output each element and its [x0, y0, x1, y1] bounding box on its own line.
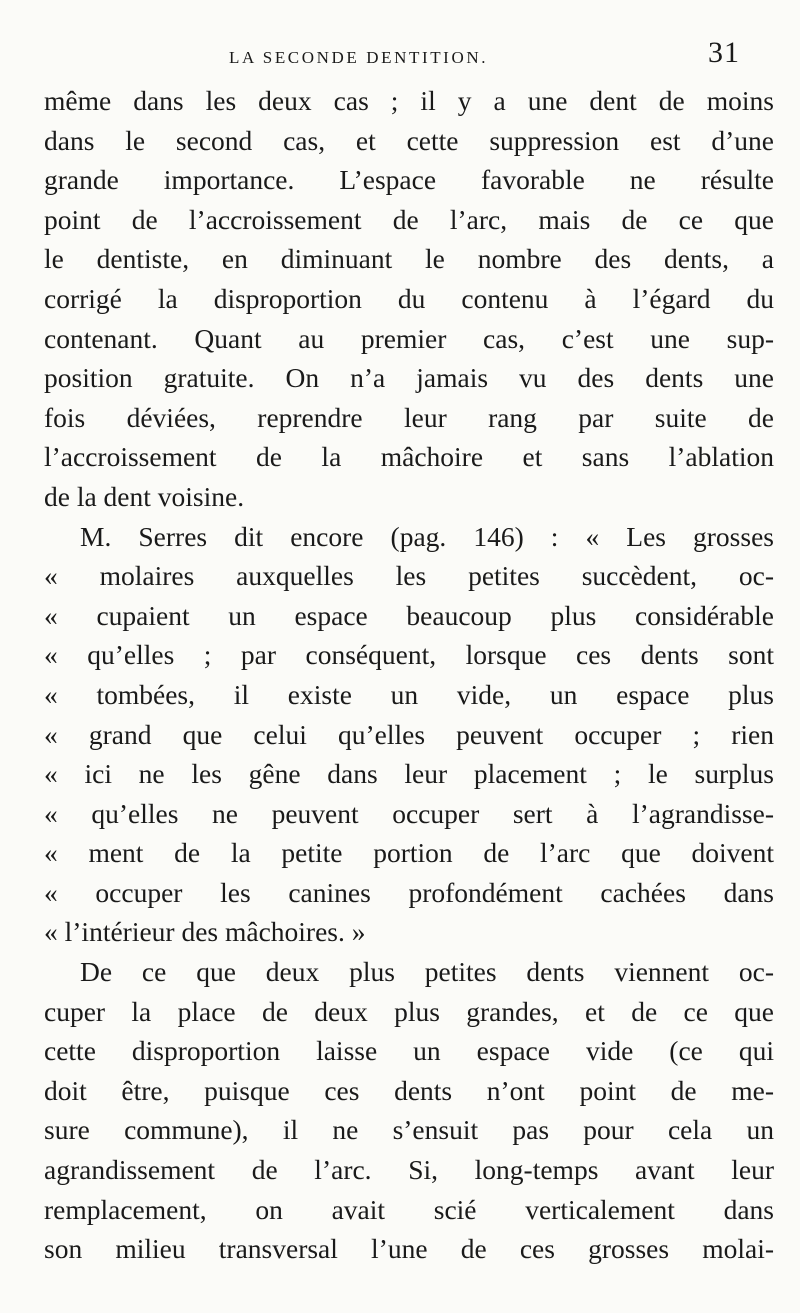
text-line: cette disproportion laisse un espace vide (ce qui	[44, 1035, 774, 1067]
text-line: corrigé la disproportion du contenu à l’égard du	[44, 282, 774, 314]
text-line: agrandissement de l’arc. Si, long-temps avant leur	[44, 1154, 774, 1186]
text-line: « l’intérieur des mâchoires. »	[44, 916, 366, 948]
text-line: le dentiste, en diminuant le nombre des dents, a	[44, 243, 774, 275]
text-line: même dans les deux cas ; il y a une dent de moins	[44, 85, 774, 116]
text-line: « ment de la petite portion de l’arc que doivent	[44, 837, 774, 869]
text-line: « qu’elles ne peuvent occuper sert à l’agrandisse-	[44, 797, 774, 829]
text-line: « cupaient un espace beaucoup plus considérable	[44, 599, 774, 631]
text-line: « tombées, il existe un vide, un espace plus	[44, 678, 774, 710]
text-line: « grand que celui qu’elles peuvent occuper ; rien	[44, 718, 774, 750]
text-line: cuper la place de deux plus grandes, et de ce que	[44, 995, 774, 1027]
running-head	[0, 36, 800, 80]
text-line: M. Serres dit encore (pag. 146) : « Les grosses	[80, 520, 774, 552]
running-title: LA SECONDE DENTITION.	[229, 48, 489, 67]
page-number: 31	[708, 36, 740, 69]
text-line: son milieu transversal l’une de ces grosses molai-	[44, 1233, 774, 1265]
text-line: « molaires auxquelles les petites succèdent, oc-	[44, 560, 774, 592]
text-line: « qu’elles ; par conséquent, lorsque ces dents sont	[44, 639, 774, 671]
text-line: l’accroissement de la mâchoire et sans l’ablation	[44, 441, 774, 473]
body-text	[44, 81, 774, 1269]
text-line: de la dent voisine.	[44, 480, 245, 512]
text-line: remplacement, on avait scié verticalement dans	[44, 1193, 774, 1225]
paragraph-3	[44, 952, 774, 1269]
text-line: position gratuite. On n’a jamais vu des dents une	[44, 362, 774, 394]
text-line: De ce que deux plus petites dents viennent oc-	[80, 956, 774, 988]
text-line: fois déviées, reprendre leur rang par suite de	[44, 401, 774, 433]
text-line: « occuper les canines profondément cachées dans	[44, 876, 774, 908]
text-line: doit être, puisque ces dents n’ont point de me-	[44, 1074, 774, 1106]
text-line: grande importance. L’espace favorable ne résulte	[44, 164, 774, 196]
text-line: « ici ne les gêne dans leur placement ; le surplus	[44, 758, 774, 790]
text-line: sure commune), il ne s’ensuit pas pour cela un	[44, 1114, 774, 1146]
text-line: dans le second cas, et cette suppression est d’une	[44, 124, 774, 156]
text-line: point de l’accroissement de l’arc, mais de ce que	[44, 203, 774, 235]
paragraph-1	[44, 81, 774, 517]
paragraph-2	[44, 517, 774, 953]
text-line: contenant. Quant au premier cas, c’est une sup-	[44, 322, 774, 354]
